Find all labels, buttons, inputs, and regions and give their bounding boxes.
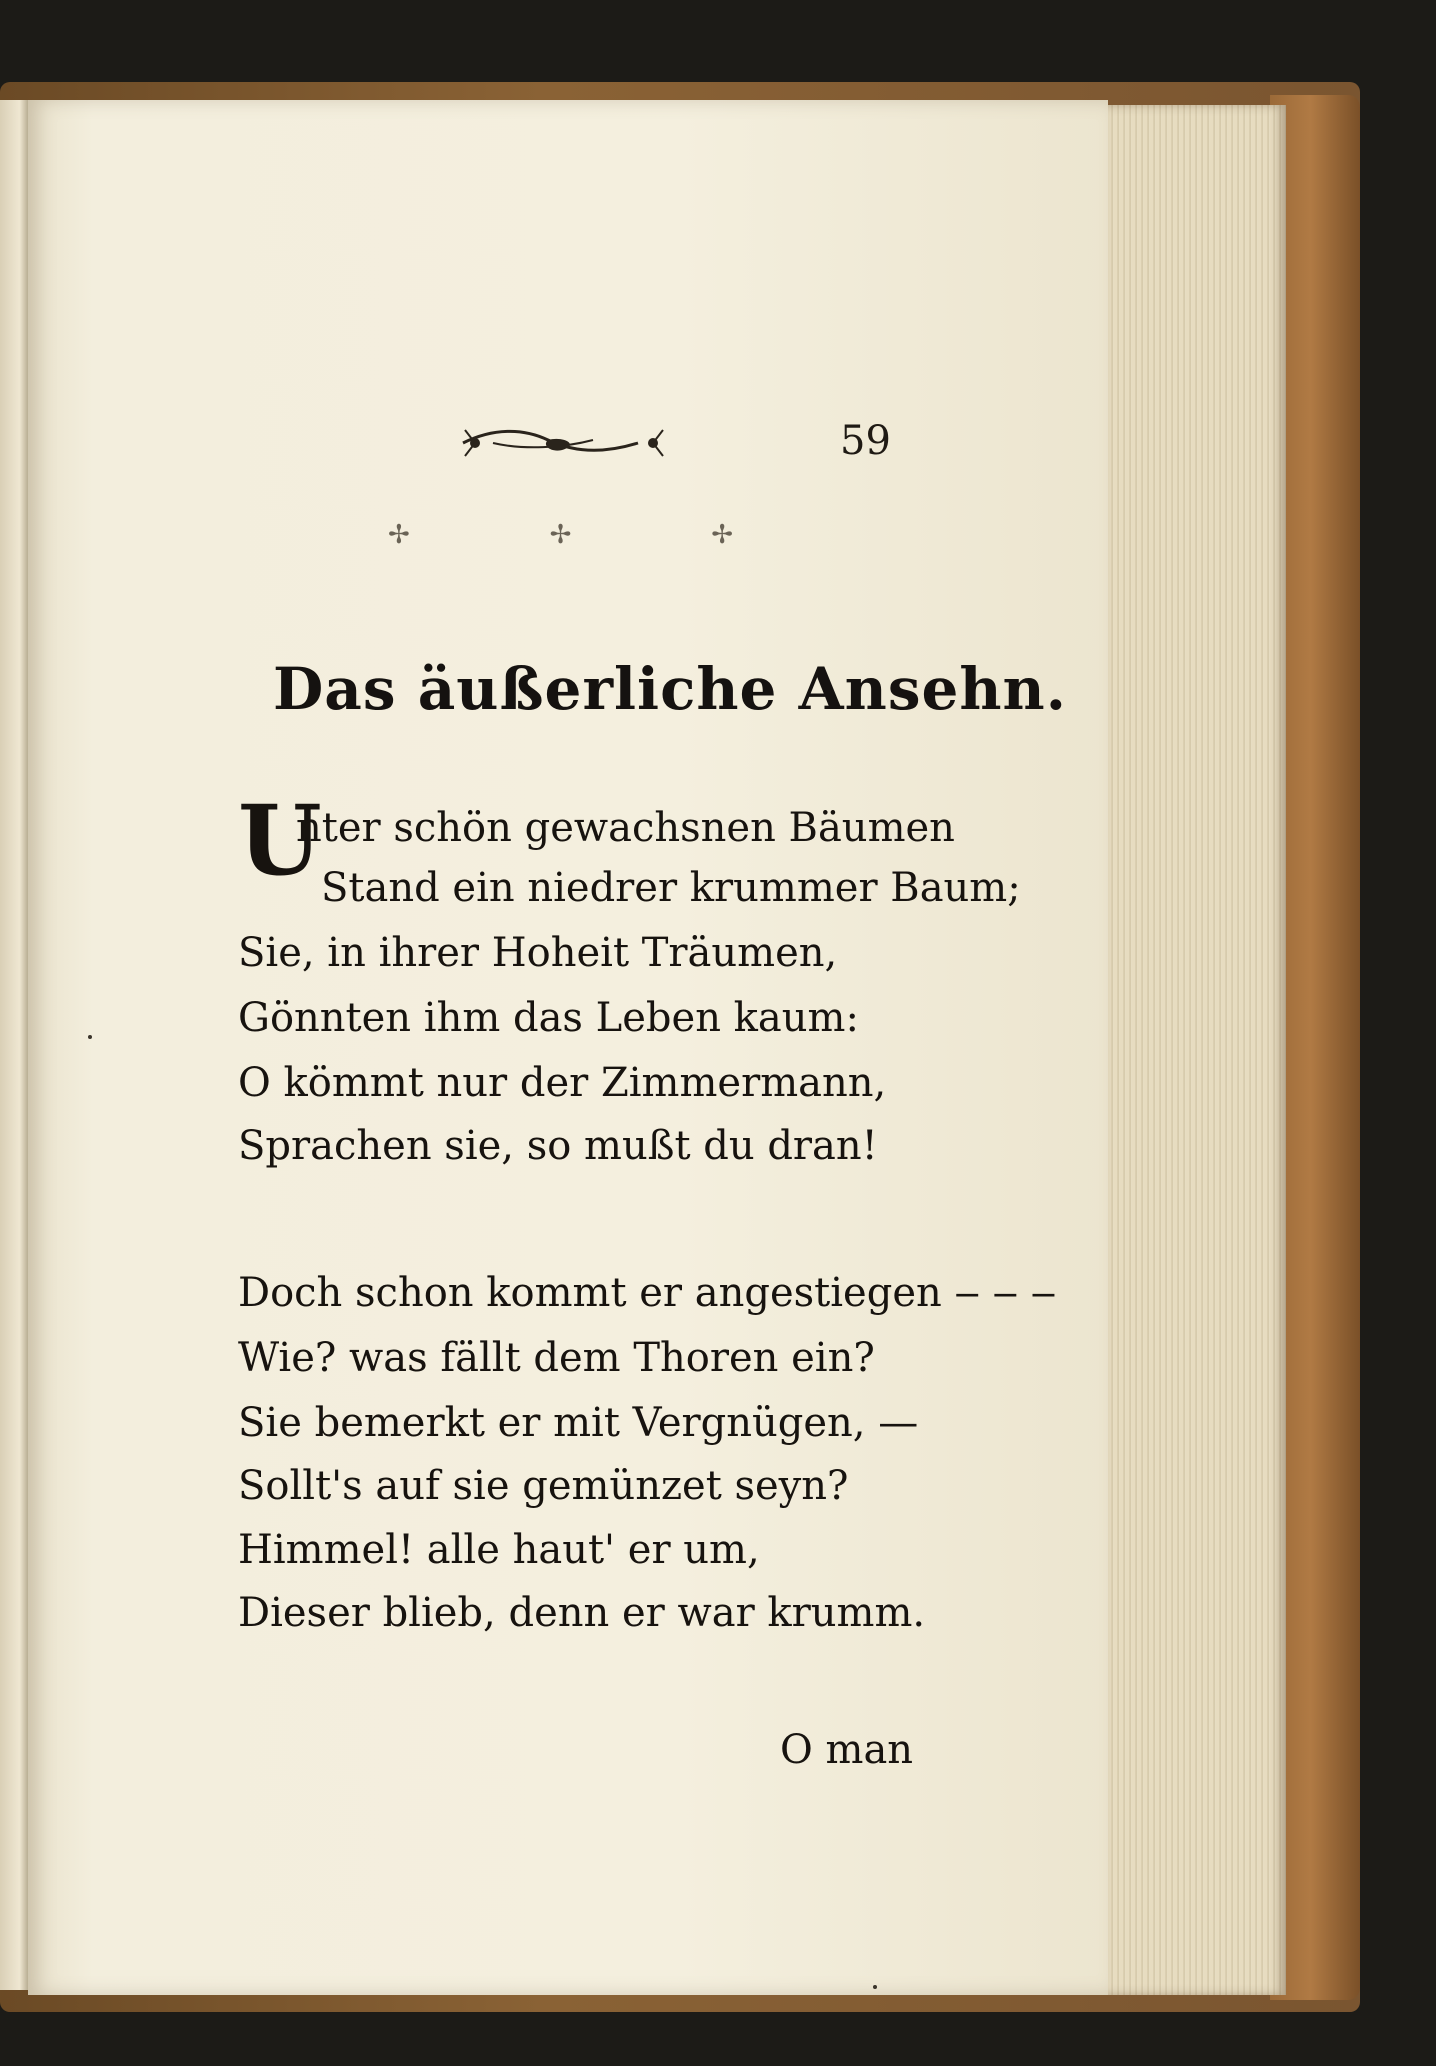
page-number: 59 [840, 418, 891, 464]
left-page-edge [0, 100, 28, 1990]
poem-line: Stand ein niedrer krummer Baum; [321, 865, 1021, 911]
drop-cap: U [238, 784, 322, 897]
poem-line: O kömmt nur der Zimmermann, [238, 1060, 887, 1106]
poem-line: Sprachen sie, so mußt du dran! [238, 1123, 878, 1169]
poem-line: nter schön gewachsnen Bäumen [296, 805, 955, 851]
star-ornament-icon: ✢ [549, 520, 572, 550]
poem-line: Dieser blieb, denn er war krumm. [238, 1590, 926, 1636]
poem-line: Sie, in ihrer Hoheit Träumen, [238, 930, 838, 976]
catchword: O man [780, 1727, 914, 1773]
poem-line: Himmel! alle haut' er um, [238, 1527, 760, 1573]
star-ornament-icon: ✢ [388, 520, 410, 550]
paper-speck [88, 1035, 92, 1039]
poem-line: Wie? was fällt dem Thoren ein? [238, 1335, 875, 1381]
poem-line: Gönnten ihm das Leben kaum: [238, 995, 859, 1041]
book-page [28, 100, 1108, 1995]
poem-line: Doch schon kommt er angestiegen ‒ ‒ ‒ [238, 1270, 1057, 1316]
star-divider [388, 520, 733, 560]
paper-speck [873, 1985, 877, 1989]
poem-title: Das äußerliche Ansehn. [273, 655, 1067, 723]
star-ornament-icon: ✢ [711, 520, 733, 550]
poem-line: Sie bemerkt er mit Vergnügen, — [238, 1400, 919, 1446]
poem-line: Sollt's auf sie gemünzet seyn? [238, 1463, 849, 1509]
page-stack-edge [1108, 105, 1286, 1995]
fleuron-ornament-icon [453, 418, 678, 468]
